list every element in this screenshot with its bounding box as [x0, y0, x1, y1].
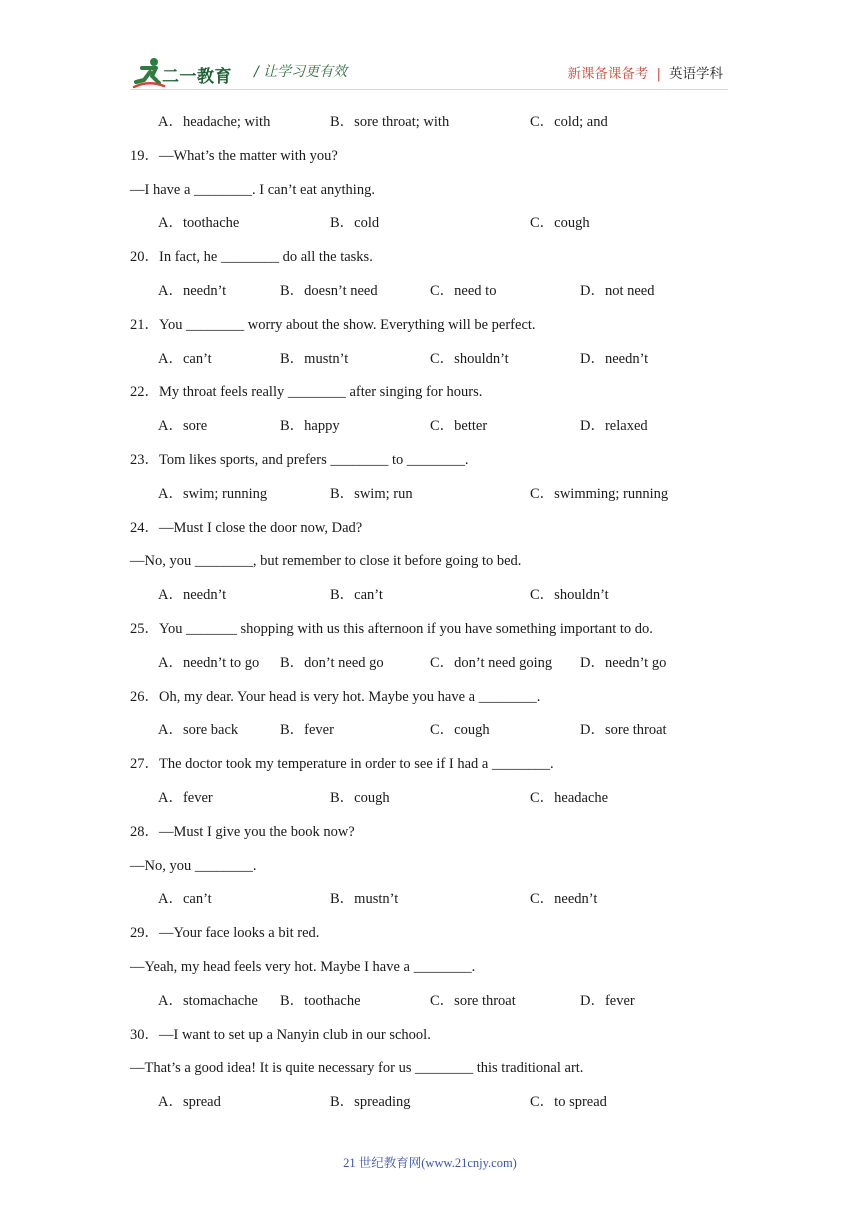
answer-option[interactable]: D．needn’t go	[580, 654, 667, 671]
answer-option[interactable]: B．toothache	[280, 992, 361, 1009]
question-stem: 20．In fact, he ________ do all the tasks.	[130, 249, 373, 266]
answer-option[interactable]: C．need to	[430, 283, 497, 299]
answer-option[interactable]: B．can’t	[330, 587, 383, 604]
header-slogan: / 让学习更有效	[254, 64, 348, 80]
brand-logo	[132, 56, 244, 90]
question-stem: 28．—Must I give you the book now?	[130, 823, 355, 840]
answer-option[interactable]: C．headache	[530, 790, 609, 806]
question-stem: 25．You _______ shopping with us this afternoon if you have something important to do.	[130, 621, 653, 637]
answer-option[interactable]: A．needn’t	[158, 587, 227, 604]
question-stem: 21．You ________ worry about the show. Everything will be perfect.	[130, 316, 536, 333]
question-stem: 26．Oh, my dear. Your head is very hot. Maybe you have a ________.	[130, 688, 541, 705]
answer-option[interactable]: A．fever	[158, 790, 213, 806]
answer-option[interactable]: C．needn’t	[530, 891, 598, 908]
answer-option[interactable]: C．cough	[530, 215, 590, 232]
page-footer: 21 世纪教育网(www.21cnjy.com)	[343, 1156, 517, 1170]
question-reply: —Yeah, my head feels very hot. Maybe I have a ________.	[130, 959, 476, 975]
answer-option[interactable]: B．cough	[330, 790, 390, 806]
header-tagline	[567, 62, 723, 82]
logo-wordmark: 二一教育	[162, 67, 232, 87]
answer-option[interactable]: B．mustn’t	[330, 891, 399, 908]
answer-option[interactable]: A．toothache	[158, 215, 240, 232]
answer-option[interactable]: B．spreading	[330, 1094, 411, 1111]
answer-option[interactable]: B．happy	[280, 418, 340, 435]
answer-option[interactable]: B．cold	[330, 215, 380, 232]
question-reply: —No, you ________.	[130, 857, 257, 874]
answer-option[interactable]: C．shouldn’t	[430, 350, 509, 367]
answer-option[interactable]: D．not need	[580, 283, 655, 299]
answer-option[interactable]: C．to spread	[530, 1094, 607, 1111]
answer-option[interactable]: B．mustn’t	[280, 350, 349, 367]
answer-option[interactable]: C．cold; and	[530, 114, 608, 130]
answer-option[interactable]: A．stomachache	[158, 992, 258, 1009]
answer-option[interactable]: B．swim; run	[330, 485, 413, 502]
answer-option[interactable]: C．better	[430, 418, 488, 435]
question-reply: —That’s a good idea! It is quite necessary for us ________ this traditional art.	[130, 1060, 584, 1077]
answer-option[interactable]: C．swimming; running	[530, 485, 669, 502]
answer-option[interactable]: A．needn’t to go	[158, 654, 260, 671]
question-stem: 27．The doctor took my temperature in order to see if I had a ________.	[130, 756, 554, 773]
tagline-subject: 英语学科	[669, 66, 723, 82]
question-stem: 23．Tom likes sports, and prefers ________ to ________.	[130, 452, 469, 468]
answer-option[interactable]: D．relaxed	[580, 418, 648, 435]
page-header	[0, 0, 860, 100]
question-reply: —I have a ________. I can’t eat anything.	[130, 181, 375, 198]
answer-option[interactable]: C．cough	[430, 722, 490, 739]
answer-option[interactable]: A．swim; running	[158, 485, 268, 502]
runner-logo-icon	[132, 56, 166, 90]
question-stem: 30．—I want to set up a Nanyin club in our school.	[130, 1026, 431, 1043]
answer-option[interactable]: C．shouldn’t	[530, 587, 609, 604]
question-stem: 29．—Your face looks a bit red.	[130, 925, 320, 942]
answer-option[interactable]: C．sore throat	[430, 992, 516, 1009]
answer-option[interactable]: A．can’t	[158, 350, 212, 367]
answer-option[interactable]: D．fever	[580, 992, 635, 1009]
answer-option[interactable]: D．needn’t	[580, 350, 649, 367]
header-rule	[130, 89, 728, 90]
question-reply: —No, you ________, but remember to close it before going to bed.	[130, 553, 522, 570]
answer-option[interactable]: B．don’t need go	[280, 654, 384, 671]
answer-option[interactable]: A．needn’t	[158, 283, 227, 299]
tagline-divider: |	[656, 66, 661, 82]
answer-option[interactable]: A．sore	[158, 418, 208, 435]
answer-option[interactable]: B．doesn’t need	[280, 283, 378, 299]
tagline-prep: 新课备课备考	[567, 66, 649, 82]
question-stem: 19．—What’s the matter with you?	[130, 147, 338, 164]
answer-option[interactable]: A．headache; with	[158, 114, 271, 130]
answer-option[interactable]: C．don’t need going	[430, 654, 553, 671]
answer-option[interactable]: A．can’t	[158, 891, 212, 908]
answer-option[interactable]: B．fever	[280, 722, 334, 739]
answer-option[interactable]: D．sore throat	[580, 722, 667, 739]
question-stem: 24．—Must I close the door now, Dad?	[130, 519, 363, 536]
answer-option[interactable]: A．sore back	[158, 722, 239, 739]
question-stem: 22．My throat feels really ________ after singing for hours.	[130, 384, 483, 401]
answer-option[interactable]: A．spread	[158, 1094, 221, 1111]
answer-option[interactable]: B．sore throat; with	[330, 114, 450, 130]
